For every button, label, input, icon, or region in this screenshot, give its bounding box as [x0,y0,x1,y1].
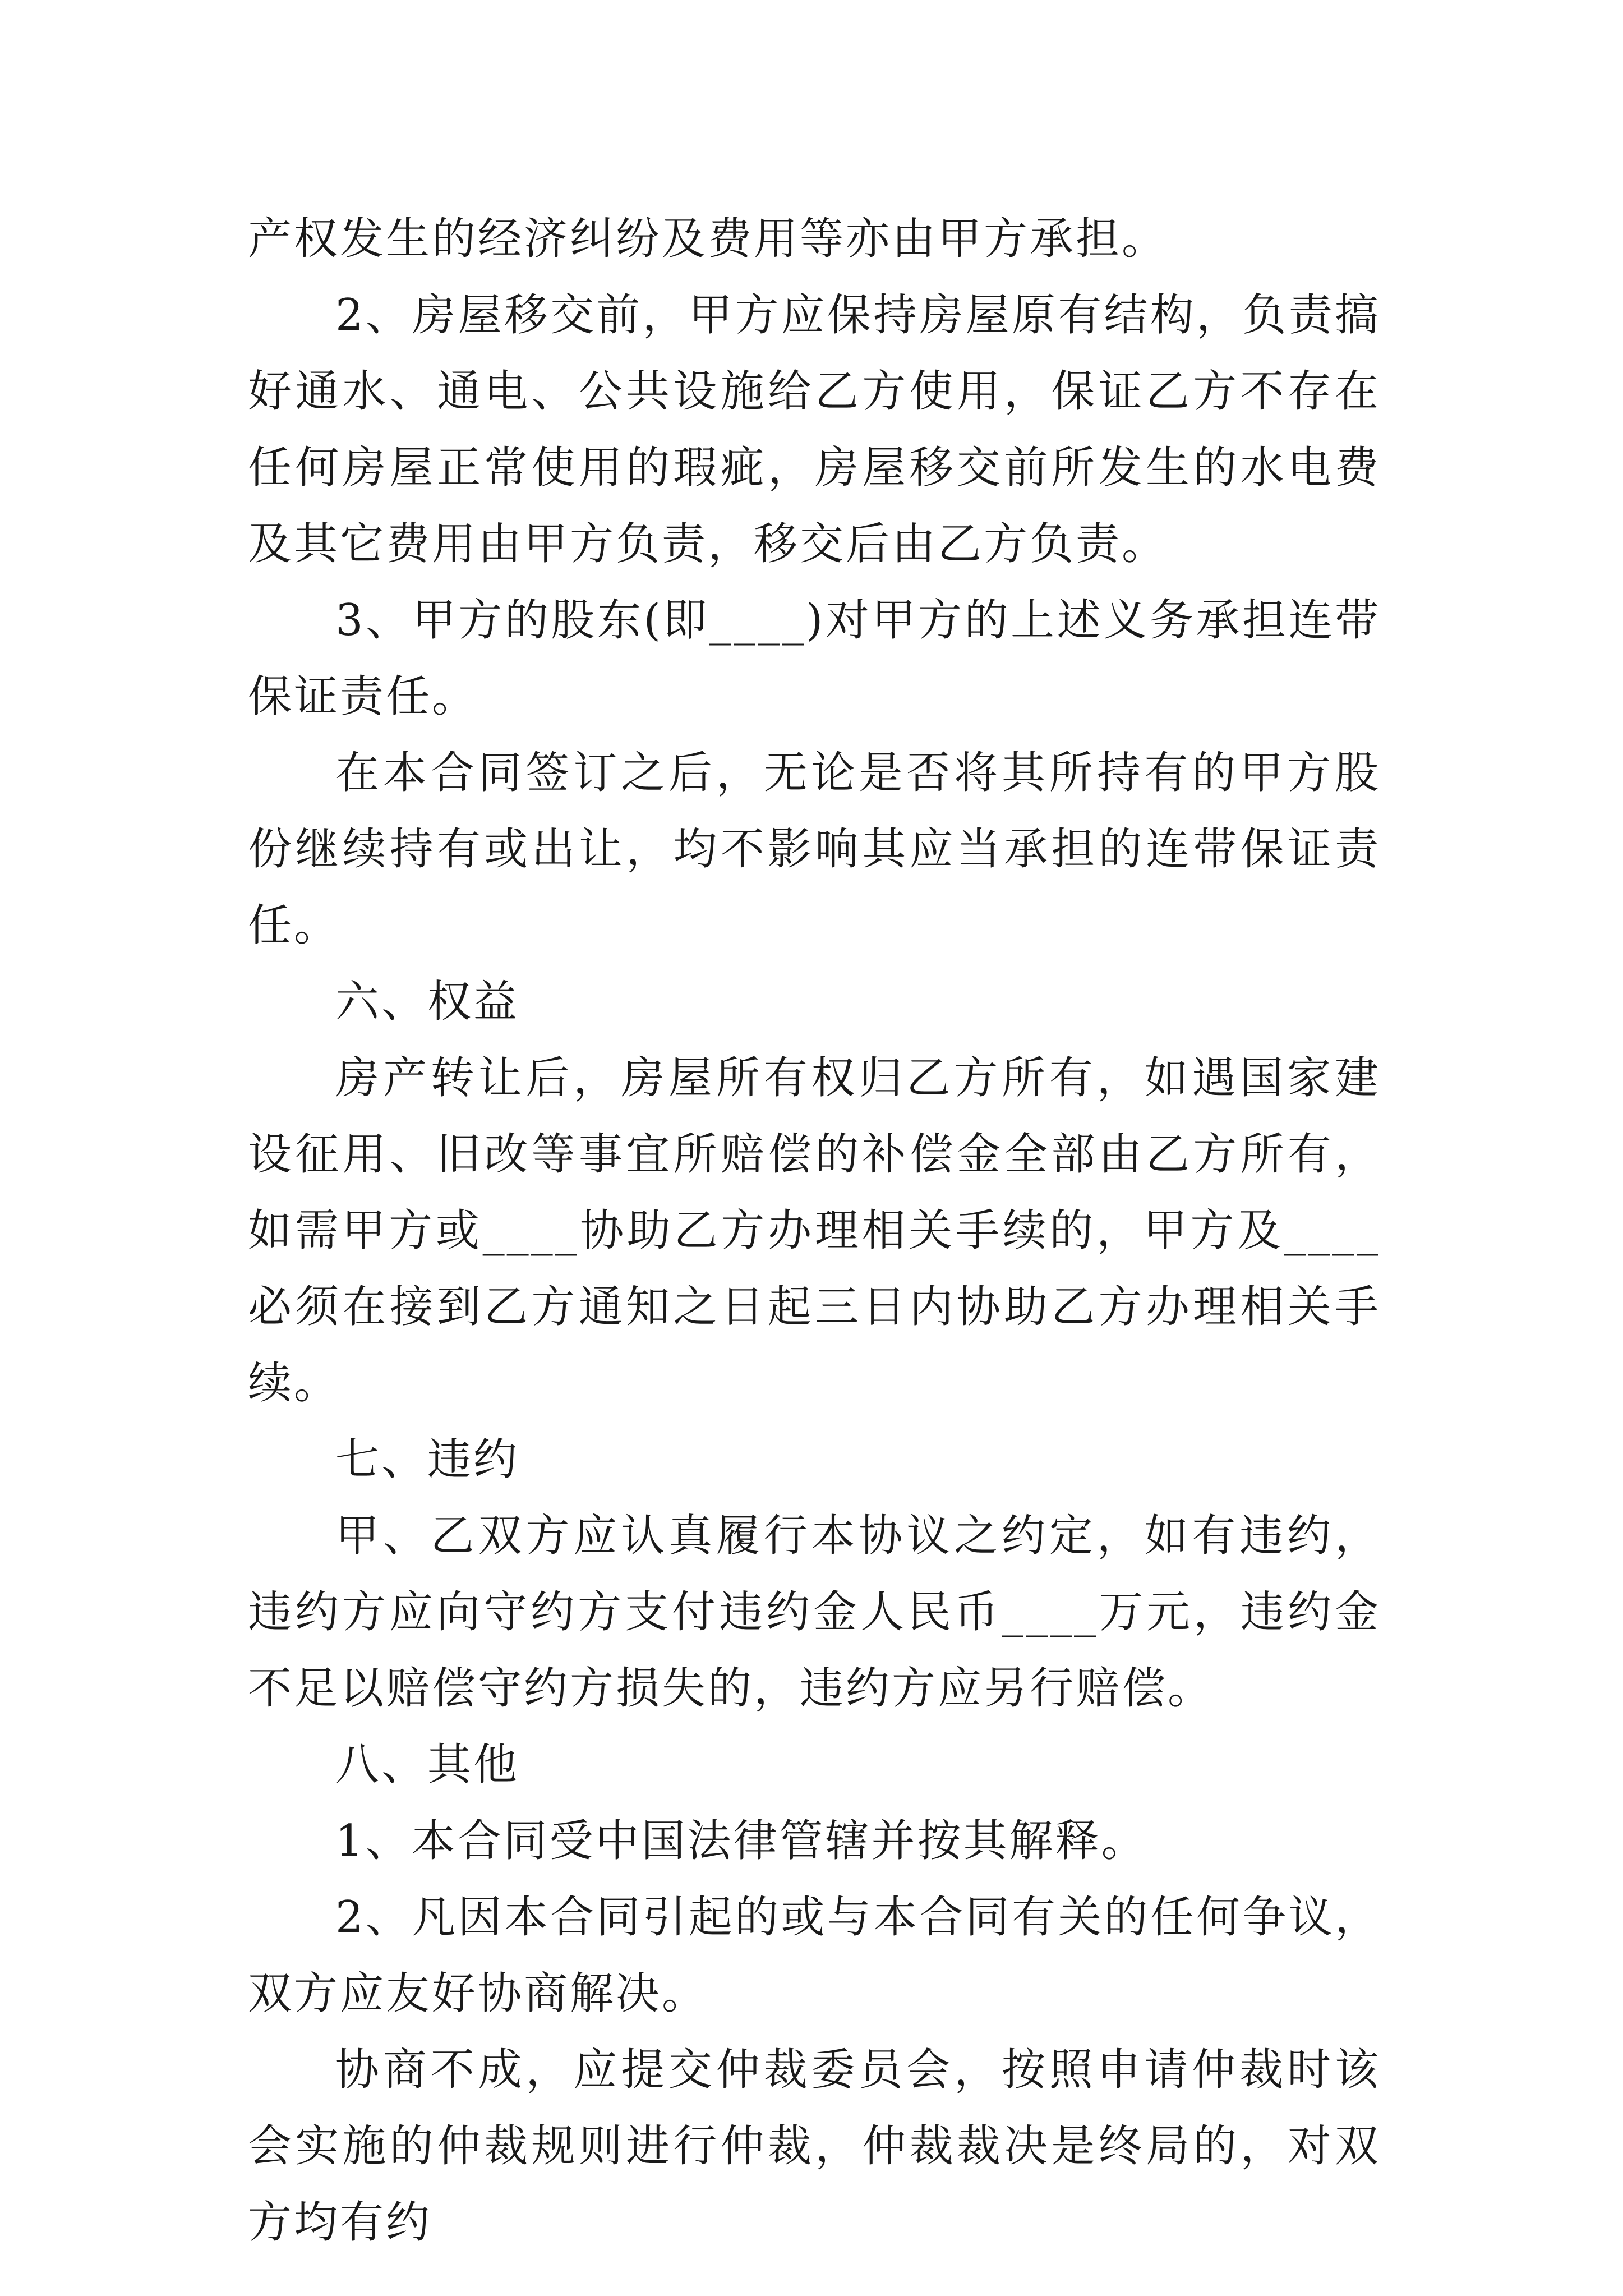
paragraph-clause-3-shareholder: 3、甲方的股东(即____)对甲方的上述义务承担连带保证责任。 [248,595,1381,722]
paragraph-continuation: 产权发生的经济纠纷及费用等亦由甲方承担。 [248,214,1168,264]
paragraph-guarantee: 在本合同签订之后，无论是否将其所持有的甲方股份继续持有或出让，均不影响其应当承担的连带保证责任。 [248,748,1381,951]
document-body [248,201,1381,2261]
paragraph-rights: 房产转让后，房屋所有权归乙方所有，如遇国家建设征用、旧改等事宜所赔偿的补偿金全部由乙方所有，如需甲方或____协助乙方办理相关手续的，甲方及____必须在接到乙方通知之日起三日内协助乙方办理相关手续。 [248,1053,1381,1409]
section-heading-other: 八、其他 [335,1740,520,1790]
paragraph-governing-law: 1、本合同受中国法律管辖并按其解释。 [335,1816,1147,1866]
paragraph-breach: 甲、乙双方应认真履行本协议之约定，如有违约，违约方应向守约方支付违约金人民币____万元，违约金不足以赔偿守约方损失的，违约方应另行赔偿。 [248,1511,1381,1714]
paragraph-clause-2-handover: 2、房屋移交前，甲方应保持房屋原有结构，负责搞好通水、通电、公共设施给乙方使用，保证乙方不存在任何房屋正常使用的瑕疵，房屋移交前所发生的水电费及其它费用由甲方负责，移交后由乙方负责。 [248,290,1381,569]
paragraph-dispute: 2、凡因本合同引起的或与本合同有关的任何争议，双方应友好协商解决。 [248,1892,1381,2019]
section-heading-rights: 六、权益 [335,977,520,1027]
paragraph-arbitration: 协商不成，应提交仲裁委员会，按照申请仲裁时该会实施的仲裁规则进行仲裁，仲裁裁决是终局的，对双方均有约 [248,2045,1381,2248]
section-heading-breach: 七、违约 [335,1434,520,1485]
